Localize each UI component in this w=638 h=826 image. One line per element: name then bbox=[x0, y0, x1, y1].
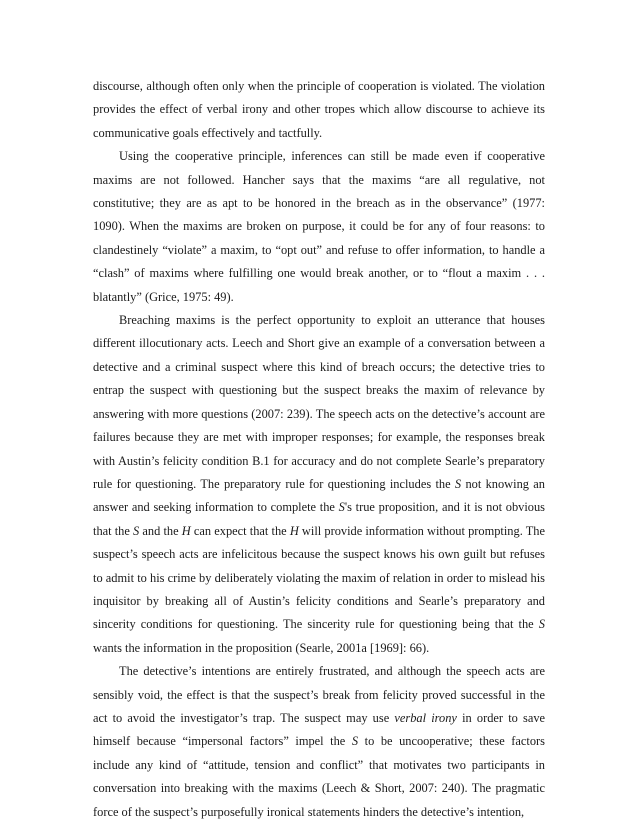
paragraph-4 bbox=[93, 660, 545, 824]
text-segment: not knowing an answer and seeking information to complete the bbox=[93, 476, 545, 515]
body-text bbox=[93, 75, 545, 824]
text-segment: The detective’s intentions are entirely frustrated, and although the speech acts are sensibly void, the effect is that the suspect’s break from felicity proved successful in the act to avoid the investigator’s trap. The suspect may use bbox=[93, 664, 545, 725]
italic-text: H bbox=[181, 523, 191, 538]
text-segment: can expect that the bbox=[190, 523, 290, 538]
paragraph-2 bbox=[93, 145, 545, 309]
italic-text: S bbox=[133, 523, 140, 538]
text-segment: and the bbox=[139, 523, 182, 538]
paragraph-3 bbox=[93, 309, 545, 660]
italic-text: verbal irony bbox=[394, 710, 457, 725]
italic-text: S bbox=[538, 617, 545, 632]
text-segment: to be uncooperative; these factors include any kind of “attitude, tension and conflict” that motivates two participants in conversation into breaking with the maxims (Leech & Short, 2007: 240). The pragmatic force of the suspect’s purposefully ironical statements hinders the detective’s intention, bbox=[93, 734, 545, 819]
text-segment: 's true proposition, and it is not obvious that the bbox=[93, 500, 545, 538]
italic-text: H bbox=[289, 523, 299, 538]
italic-text: S bbox=[351, 734, 359, 749]
paragraph-1 bbox=[93, 75, 545, 145]
italic-text: S bbox=[454, 476, 462, 491]
text-segment: in order to save himself because “impersonal factors” impel the bbox=[93, 710, 546, 749]
text-segment: Breaching maxims is the perfect opportunity to exploit an utterance that houses different illocutionary acts. Leech and Short give an example of a conversation between a detective and a criminal suspect where this kind of breach occurs; the detective tries to entrap the suspect with questioning but the suspect breaks the maxim of relevance by answering with more questions (2007: 239). The speech acts on the detective’s account are failures because they are met with improper responses; for example, the responses break with Austin’s felicity condition B.1 for accuracy and do not complete Searle’s preparatory rule for questioning. The preparatory rule for questioning includes the bbox=[93, 313, 545, 491]
text-segment: Using the cooperative principle, inferences can still be made even if cooperative maxims are not followed. Hancher says that the maxims “are all regulative, not constitutive; they are as apt to be honored in the breach as in the observance” (1977: 1090). When the maxims are broken on purpose, it could be for any of four reasons: to clandestinely “violate” a maxim, to “opt out” and refuse to offer information, to handle a “clash” of maxims where fulfilling one would break another, or to “flout a maxim . . . blatantly” (Grice, 1975: 49). bbox=[93, 149, 545, 304]
italic-text: S bbox=[338, 500, 345, 515]
text-segment: will provide information without prompting. The suspect’s speech acts are infelicitous because the suspect knows his own guilt but refuses to admit to his crime by deliberately violating the maxim of relation in order to mislead his inquisitor by breaking all of Austin’s felicity conditions and Searle’s preparatory and sincerity conditions for questioning. The sincerity rule for questioning being that the bbox=[93, 523, 545, 632]
text-segment: wants the information in the proposition (Searle, 2001a [1969]: 66). bbox=[93, 640, 430, 655]
text-segment: discourse, although often only when the principle of cooperation is violated. The violation provides the effect of verbal irony and other tropes which allow discourse to achieve its communicative goals effectively and tactfully. bbox=[93, 79, 545, 140]
